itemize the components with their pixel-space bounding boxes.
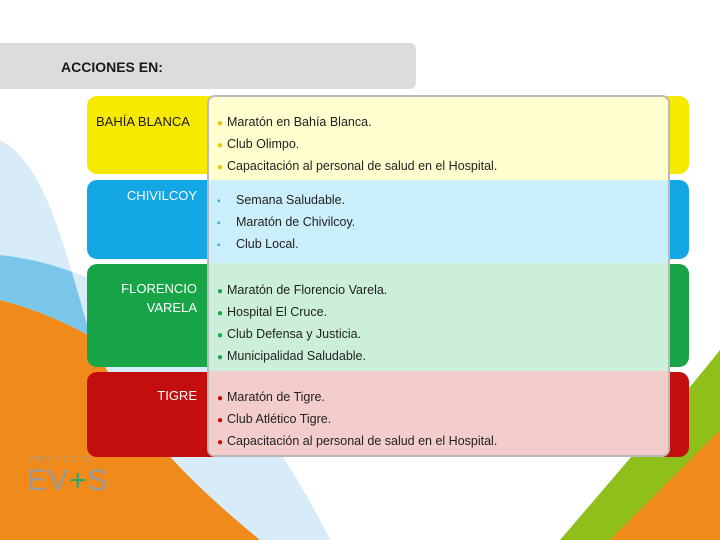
item-text: Club Defensa y Justicia. [227,327,362,341]
proyecto-evs-logo [27,464,109,498]
logo-text-left: EV [27,464,70,497]
bullet-icon: ● [217,162,224,173]
tigre-actions [209,371,668,457]
bullet-icon: ● [217,140,224,151]
item-text: Maratón de Tigre. [227,390,325,404]
bullet-icon: ● [217,118,224,129]
bullet-icon: ▪ [217,240,221,251]
bullet-icon: ● [217,393,224,404]
city-label-tigre: TIGRE [157,388,197,403]
bullet-icon: ● [217,330,224,341]
actions-panel [207,95,670,457]
city-label-florencio-varela [96,279,197,317]
chivilcoy-actions [209,180,668,263]
item-text: Club Olimpo. [227,137,300,151]
item-text: Capacitación al personal de salud en el Hospital. [227,434,498,448]
logo-caption: PROYECTO [30,455,95,464]
list-item [217,304,327,322]
list-item [217,326,361,344]
list-item [217,136,299,154]
bullet-icon: ▪ [217,218,221,229]
page-title: ACCIONES EN: [61,59,163,75]
list-item [217,389,325,407]
item-text: Capacitación al personal de salud en el Hospital. [227,159,498,173]
list-item [217,411,331,429]
list-item [217,236,299,254]
city-label-line: FLORENCIO [121,281,197,296]
item-text: Maratón en Bahía Blanca. [227,115,372,129]
item-text: Maratón de Florencio Varela. [227,283,388,297]
bullet-icon: ● [217,286,224,297]
list-item [217,158,497,176]
plus-icon: + [69,464,88,497]
city-label-bahia-blanca: BAHÍA BLANCA [96,114,190,129]
list-item [217,114,372,132]
item-text: Maratón de Chivilcoy. [236,215,356,229]
bullet-icon: ▪ [217,196,221,207]
logo-text-right: S [87,464,109,497]
item-text: Municipalidad Saludable. [227,349,366,363]
item-text: Club Atlético Tigre. [227,412,332,426]
list-item [217,348,366,366]
bullet-icon: ● [217,352,224,363]
city-label-chivilcoy: CHIVILCOY [126,188,197,203]
list-item [217,282,387,300]
item-text: Hospital El Cruce. [227,305,328,319]
florencio-varela-actions [209,263,668,371]
bullet-icon: ● [217,437,224,448]
item-text: Club Local. [236,237,299,251]
list-item [217,214,355,232]
list-item [217,192,345,210]
item-text: Semana Saludable. [236,193,346,207]
city-label-line: VARELA [146,300,197,315]
bullet-icon: ● [217,415,224,426]
list-item [217,433,497,451]
bahia-blanca-actions [209,97,668,180]
bullet-icon: ● [217,308,224,319]
